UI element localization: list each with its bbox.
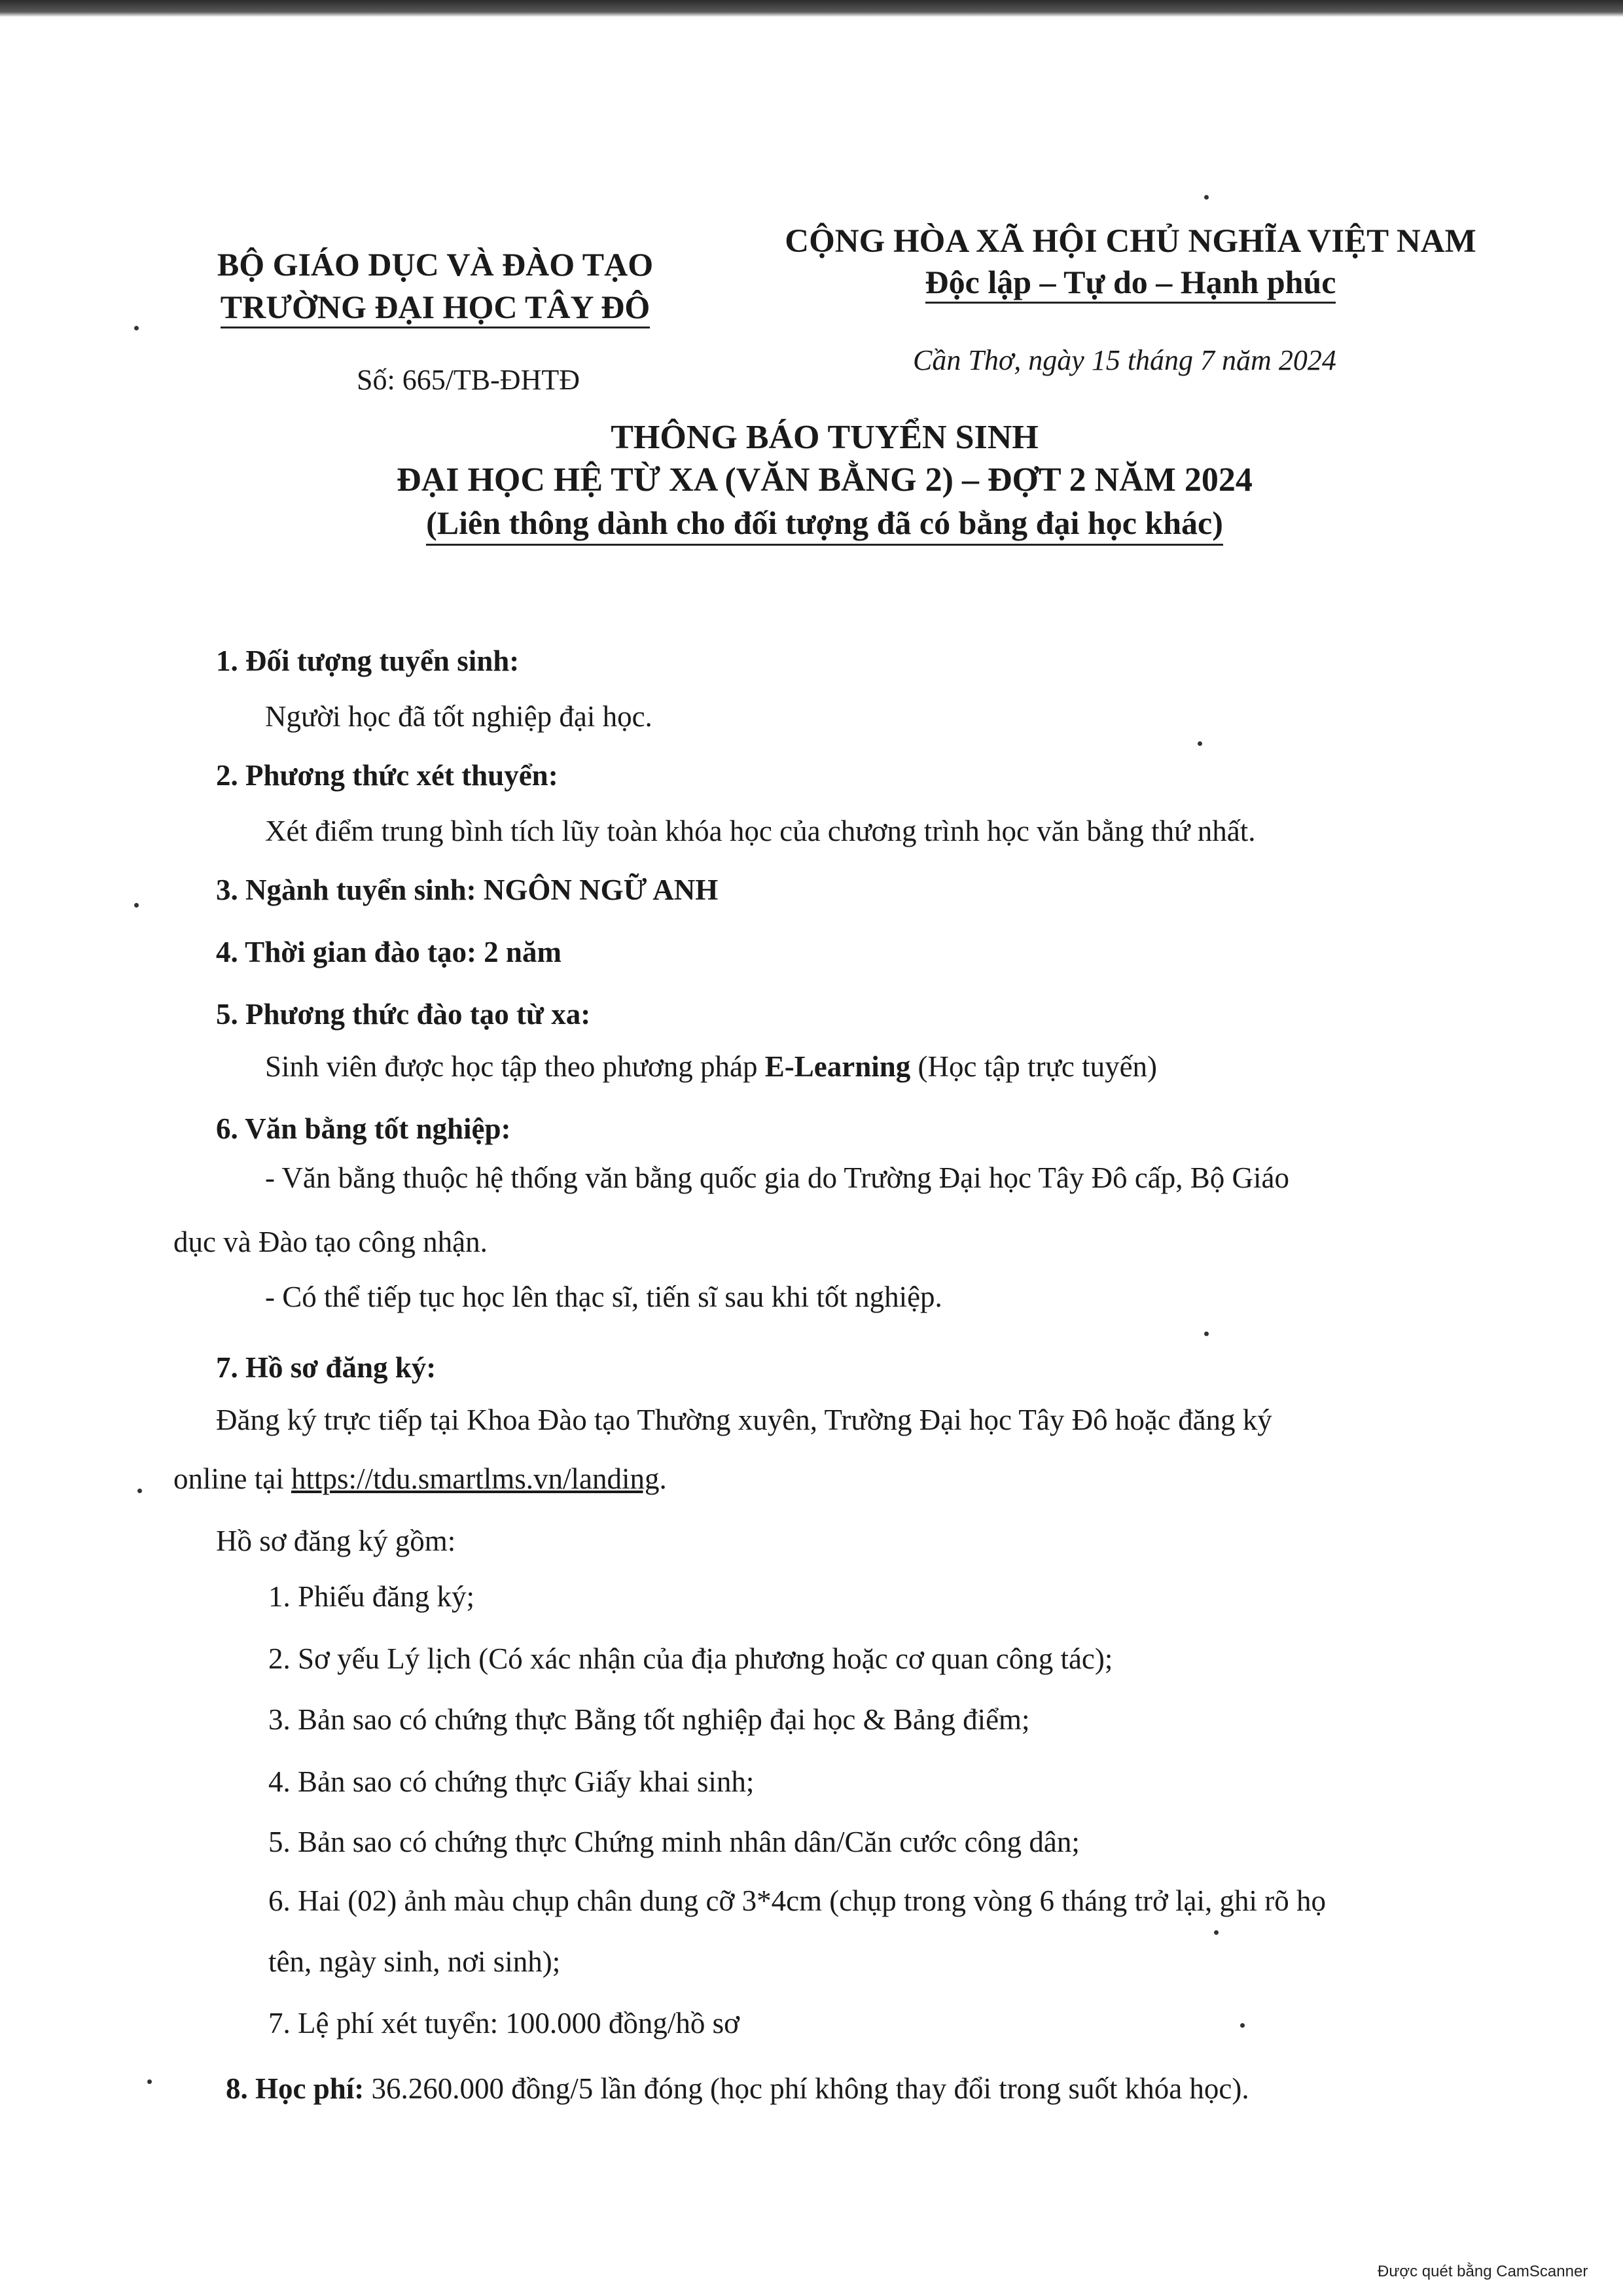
scan-speck: [1214, 1930, 1219, 1935]
scan-speck: [1198, 741, 1202, 746]
section-6-line-2: dục và Đào tạo công nhận.: [173, 1226, 488, 1258]
section-7-online-label: online tại: [173, 1462, 291, 1495]
section-5-heading: 5. Phương thức đào tạo từ xa:: [216, 998, 591, 1031]
section-2-text: Xét điểm trung bình tích lũy toàn khóa học của chương trình học văn bằng thứ nhất.: [265, 815, 1256, 847]
section-7-period: .: [659, 1462, 667, 1495]
docs-intro: Hồ sơ đăng ký gồm:: [216, 1525, 456, 1557]
doc-item-2: 2. Sơ yếu Lý lịch (Có xác nhận của địa phương hoặc cơ quan công tác);: [268, 1642, 1113, 1675]
school-name-text: TRƯỜNG ĐẠI HỌC TÂY ĐÔ: [221, 289, 651, 328]
doc-item-6: 6. Hai (02) ảnh màu chụp chân dung cỡ 3*4cm (chụp trong vòng 6 tháng trở lại, ghi rõ họ: [268, 1884, 1326, 1917]
section-1-text: Người học đã tốt nghiệp đại học.: [265, 700, 652, 733]
doc-item-3: 3. Bản sao có chứng thực Bằng tốt nghiệp đại học & Bảng điểm;: [268, 1703, 1030, 1736]
section-3-heading: 3. Ngành tuyển sinh: NGÔN NGỮ ANH: [216, 874, 719, 906]
section-2-heading: 2. Phương thức xét thuyển:: [216, 759, 558, 792]
scan-speck: [1204, 1332, 1209, 1336]
doc-item-6-cont: tên, ngày sinh, nơi sinh);: [268, 1945, 561, 1978]
notice-scope: [262, 504, 1387, 542]
section-7-line-2: [173, 1459, 667, 1498]
ministry-name: BỘ GIÁO DỤC VÀ ĐÀO TẠO: [217, 246, 654, 283]
notice-subtitle: ĐẠI HỌC HỆ TỪ XA (VĂN BẰNG 2) – ĐỢT 2 NĂM 2024: [397, 461, 1253, 499]
section-4-heading: 4. Thời gian đào tạo: 2 năm: [216, 936, 562, 968]
reference-number: Số: 665/TB-ĐHTĐ: [357, 364, 580, 396]
scan-top-edge: [0, 0, 1623, 17]
national-motto-text: Độc lập – Tự do – Hạnh phúc: [925, 264, 1336, 304]
school-name: [209, 288, 661, 326]
notice-scope-text: (Liên thông dành cho đối tượng đã có bằng đại học khác): [426, 504, 1223, 546]
scan-speck: [147, 2079, 152, 2084]
scan-speck: [134, 326, 139, 330]
section-6-heading: 6. Văn bằng tốt nghiệp:: [216, 1112, 511, 1145]
doc-item-4: 4. Bản sao có chứng thực Giấy khai sinh;: [268, 1765, 755, 1798]
doc-item-1: 1. Phiếu đăng ký;: [268, 1580, 474, 1613]
e-learning-label: E-Learning: [764, 1050, 911, 1083]
section-8-text: 36.260.000 đồng/5 lần đóng (học phí không thay đổi trong suốt khóa học).: [364, 2072, 1249, 2105]
section-5-text-c: (Học tập trực tuyến): [910, 1050, 1158, 1083]
notice-title: THÔNG BÁO TUYỂN SINH: [611, 419, 1039, 456]
section-1-heading: 1. Đối tượng tuyển sinh:: [216, 645, 520, 677]
date-line: Cần Thơ, ngày 15 tháng 7 năm 2024: [913, 344, 1336, 376]
scan-speck: [1204, 195, 1209, 200]
section-5-text: [265, 1047, 1157, 1086]
section-8: [226, 2069, 1249, 2108]
scan-speck: [134, 903, 139, 908]
camscanner-watermark: Được quét bằng CamScanner: [1378, 2263, 1588, 2280]
national-motto: [762, 263, 1499, 301]
section-5-text-a: Sinh viên được học tập theo phương pháp: [265, 1050, 765, 1083]
section-6-line-3: - Có thể tiếp tục học lên thạc sĩ, tiến sĩ sau khi tốt nghiệp.: [265, 1280, 942, 1313]
republic-name: CỘNG HÒA XÃ HỘI CHỦ NGHĨA VIỆT NAM: [785, 223, 1476, 260]
section-7-heading: 7. Hồ sơ đăng ký:: [216, 1351, 437, 1384]
doc-item-5: 5. Bản sao có chứng thực Chứng minh nhân dân/Căn cước công dân;: [268, 1826, 1080, 1858]
section-7-line-1: Đăng ký trực tiếp tại Khoa Đào tạo Thường xuyên, Trường Đại học Tây Đô hoặc đăng ký: [216, 1404, 1272, 1436]
scan-speck: [1240, 2023, 1245, 2028]
registration-link[interactable]: https://tdu.smartlms.vn/landing: [291, 1462, 660, 1495]
section-6-line-1: - Văn bằng thuộc hệ thống văn bằng quốc gia do Trường Đại học Tây Đô cấp, Bộ Giáo: [265, 1161, 1290, 1194]
scan-speck: [137, 1489, 142, 1493]
doc-item-7: 7. Lệ phí xét tuyển: 100.000 đồng/hồ sơ: [268, 2007, 740, 2040]
section-8-heading: 8. Học phí:: [226, 2072, 365, 2105]
